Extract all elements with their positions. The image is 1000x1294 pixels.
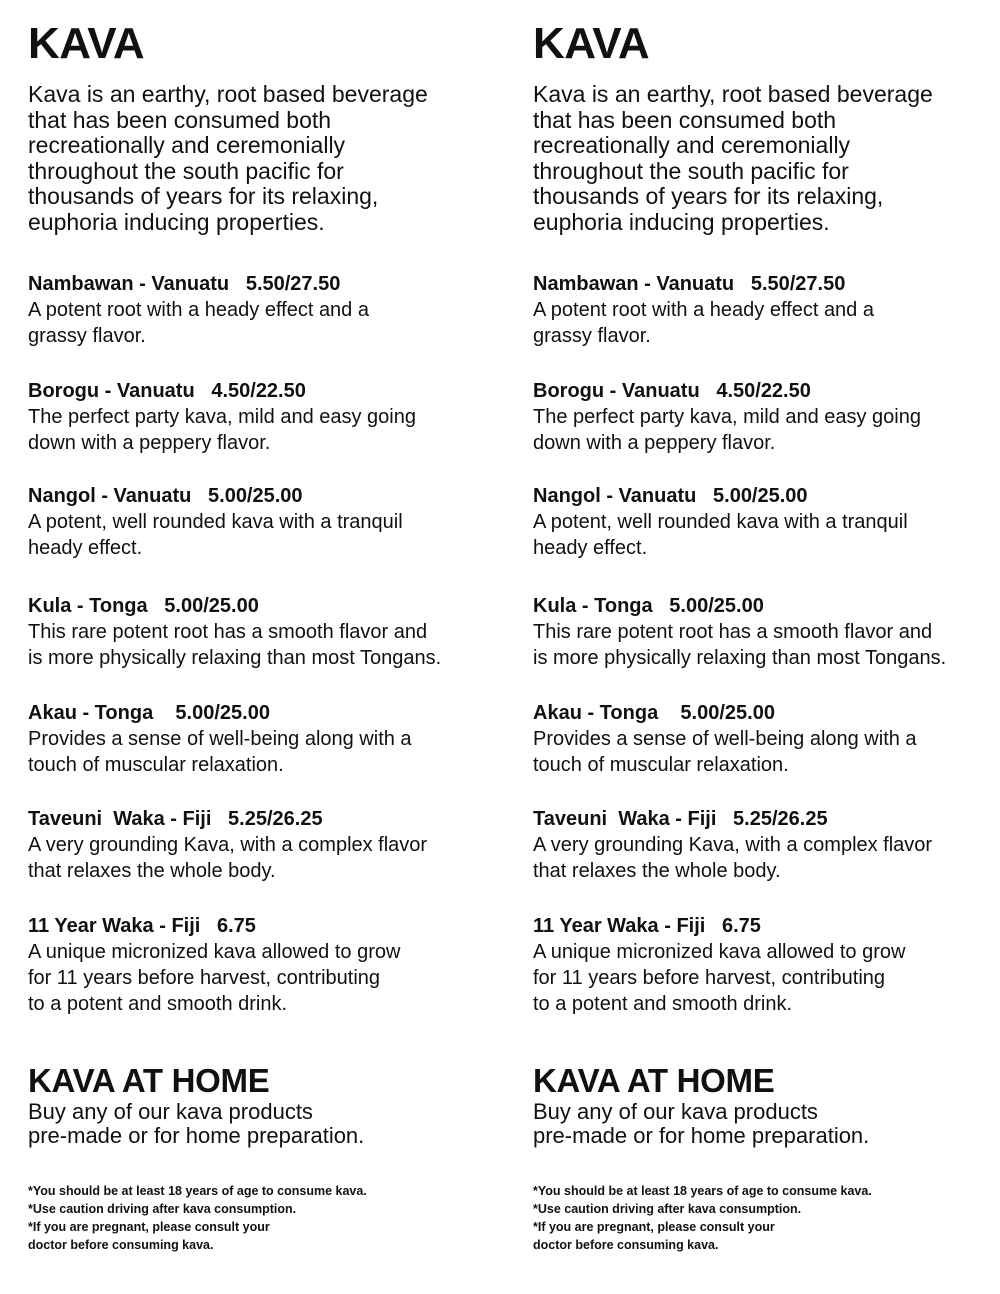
menu-item-description: The perfect party kava, mild and easy going down with a peppery flavor. <box>28 406 416 454</box>
menu-item <box>533 806 1000 884</box>
menu-item-description: This rare potent root has a smooth flavor and is more physically relaxing than most Tongans. <box>28 621 442 669</box>
menu-item <box>28 700 498 778</box>
menu-item-description: The perfect party kava, mild and easy going down with a peppery flavor. <box>533 406 921 454</box>
disclaimer-line: doctor before consuming kava. <box>28 1238 214 1252</box>
menu-item <box>533 483 1000 561</box>
menu-item-description: A potent, well rounded kava with a tranquil heady effect. <box>533 511 908 559</box>
menu-item <box>28 378 498 456</box>
menu-item <box>533 378 1000 456</box>
menu-item-description: A very grounding Kava, with a complex flavor that relaxes the whole body. <box>28 834 428 882</box>
menu-item-heading: Borogu - Vanuatu 4.50/22.50 <box>28 380 306 402</box>
menu-item-heading: 11 Year Waka - Fiji 6.75 <box>28 915 256 937</box>
menu-item-heading: Nangol - Vanuatu 5.00/25.00 <box>533 485 808 507</box>
kava-at-home-description: Buy any of our kava products pre-made or for home preparation. <box>28 1099 365 1148</box>
menu-item-heading: Taveuni Waka - Fiji 5.25/26.25 <box>28 808 323 830</box>
menu-intro: Kava is an earthy, root based beverage that has been consumed both recreationally and ceremonially throughout the south pacific for thousands of years for its relaxing, euphoria inducing properties. <box>28 81 428 235</box>
menu-item-heading: Borogu - Vanuatu 4.50/22.50 <box>533 380 811 402</box>
menu-item <box>28 806 498 884</box>
menu-item <box>533 593 1000 671</box>
menu-title: KAVA <box>533 19 650 68</box>
menu-item-heading: Kula - Tonga 5.00/25.00 <box>533 595 764 617</box>
disclaimer-line: doctor before consuming kava. <box>533 1238 719 1252</box>
disclaimer-line: *If you are pregnant, please consult your <box>533 1220 775 1234</box>
menu-item-heading: Kula - Tonga 5.00/25.00 <box>28 595 259 617</box>
menu-item-description: A unique micronized kava allowed to grow for 11 years before harvest, contributing to a potent and smooth drink. <box>533 941 906 1015</box>
disclaimer-line: *Use caution driving after kava consumption. <box>533 1202 802 1216</box>
menu-item-heading: Taveuni Waka - Fiji 5.25/26.25 <box>533 808 828 830</box>
menu-item <box>533 700 1000 778</box>
menu-item-description: A potent root with a heady effect and a grassy flavor. <box>28 299 369 347</box>
menu-item <box>28 271 498 349</box>
menu-column-left <box>28 0 498 1294</box>
disclaimer-line: *If you are pregnant, please consult your <box>28 1220 270 1234</box>
menu-item-heading: Nangol - Vanuatu 5.00/25.00 <box>28 485 303 507</box>
menu-item-description: A unique micronized kava allowed to grow for 11 years before harvest, contributing to a potent and smooth drink. <box>28 941 401 1015</box>
menu-item-heading: 11 Year Waka - Fiji 6.75 <box>533 915 761 937</box>
disclaimer-line: *You should be at least 18 years of age to consume kava. <box>28 1184 367 1198</box>
menu-item-description: Provides a sense of well-being along with a touch of muscular relaxation. <box>28 728 412 776</box>
kava-at-home-title: KAVA AT HOME <box>28 1062 270 1099</box>
menu-item-description: A very grounding Kava, with a complex flavor that relaxes the whole body. <box>533 834 933 882</box>
menu-item-heading: Akau - Tonga 5.00/25.00 <box>28 702 270 724</box>
menu-item-description: A potent, well rounded kava with a tranquil heady effect. <box>28 511 403 559</box>
disclaimer-line: *You should be at least 18 years of age to consume kava. <box>533 1184 872 1198</box>
menu-intro: Kava is an earthy, root based beverage that has been consumed both recreationally and ceremonially throughout the south pacific for thousands of years for its relaxing, euphoria inducing properties. <box>533 81 933 235</box>
menu-column-right <box>533 0 1000 1294</box>
disclaimer <box>28 1182 367 1254</box>
menu-item-heading: Akau - Tonga 5.00/25.00 <box>533 702 775 724</box>
menu-item-description: This rare potent root has a smooth flavor and is more physically relaxing than most Tongans. <box>533 621 947 669</box>
menu-item <box>533 913 1000 1017</box>
menu-item <box>533 271 1000 349</box>
disclaimer-line: *Use caution driving after kava consumption. <box>28 1202 297 1216</box>
disclaimer <box>533 1182 872 1254</box>
menu-item <box>28 913 498 1017</box>
menu-item <box>28 483 498 561</box>
kava-at-home-title: KAVA AT HOME <box>533 1062 775 1099</box>
menu-item-description: Provides a sense of well-being along with a touch of muscular relaxation. <box>533 728 917 776</box>
menu-item-description: A potent root with a heady effect and a grassy flavor. <box>533 299 874 347</box>
kava-at-home-description: Buy any of our kava products pre-made or for home preparation. <box>533 1099 870 1148</box>
menu-item-heading: Nambawan - Vanuatu 5.50/27.50 <box>533 273 846 295</box>
menu-item <box>28 593 498 671</box>
menu-title: KAVA <box>28 19 145 68</box>
menu-item-heading: Nambawan - Vanuatu 5.50/27.50 <box>28 273 341 295</box>
